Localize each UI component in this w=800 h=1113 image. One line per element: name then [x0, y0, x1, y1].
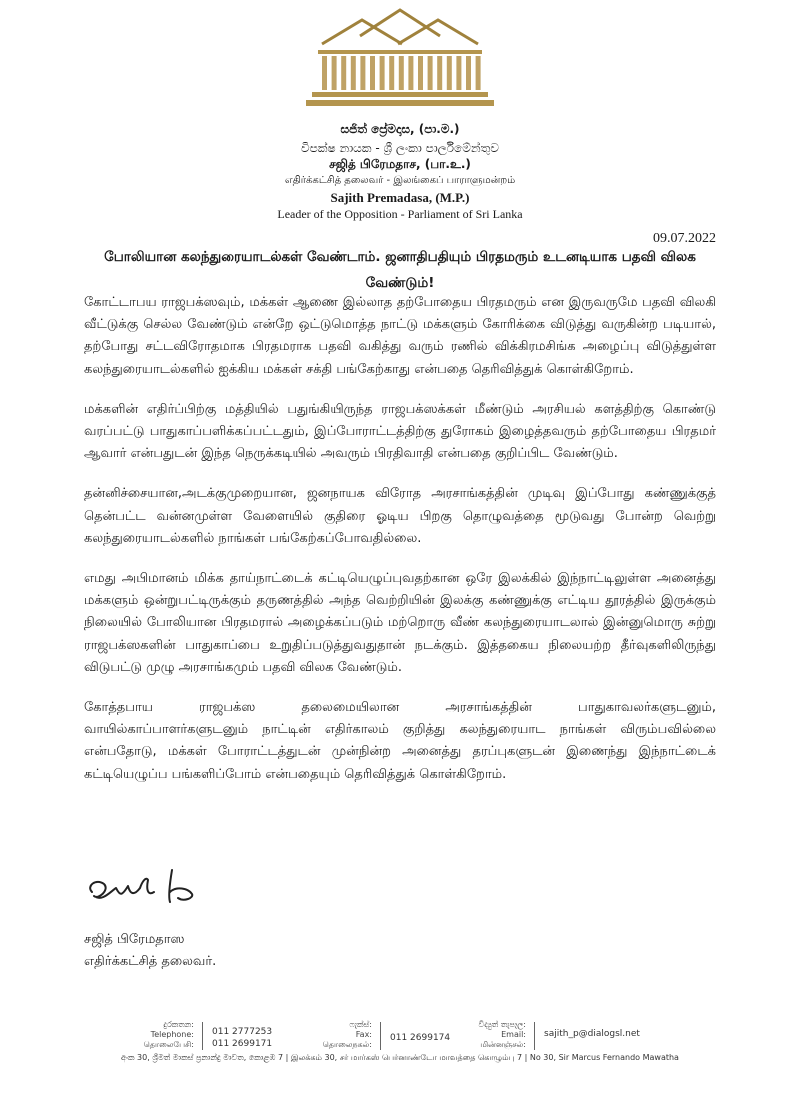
email-label-ta: மின்னஞ்சல்: [480, 1040, 526, 1049]
paragraph: மக்களின் எதிர்ப்பிற்கு மத்தியில் பதுங்கியிருந்த ராஜபக்ஸக்கள் மீண்டும் அரசியல் களத்திற்கு கொண்டு வரப்பட்டு பாதுகாப்பளிக்கப்பட்டதும், இப்போராட்டத்திற்கு துரோகம் இழைத்தவரும் தற்போதைய பிரதமர் ஆவார் என்பதுடன் இந்த நெருக்கடியில் அவரும் பிரதிவாதி என்பதை குறிப்பிட வேண்டும். [84, 401, 716, 462]
email-labels [452, 1020, 526, 1050]
fax-label-en: Fax: [355, 1030, 372, 1039]
fax-label-si: ෆැක්ස්: [349, 1020, 372, 1029]
fax-label-ta: தொலைநகல்: [322, 1040, 372, 1049]
handwritten-signature [84, 862, 244, 922]
telephone-values [212, 1026, 272, 1050]
statement-body [84, 292, 716, 804]
paragraph: தன்னிச்சையான,அடக்குமுறையான, ஜனநாயக விரோத அரசாங்கத்தின் முடிவு இப்போது கண்ணுக்குத் தென்பட்ட வன்னமுள்ள வேளையில் குதிரை ஓடிய பிறகு தொழுவத்தை மூடுவது போன்ற வெற்று கலந்துரையாடல்களில் நாங்கள் பங்கேற்கப்போவதில்லை. [84, 486, 716, 546]
office-address: අංක 30, ශ්‍රීමත් මාකස් ප්‍රනාන්දු මාවත, කොළඹ 7 | இலக்கம் 30, சர் மார்கஸ் பெர்னாண்டோ மாவத்தை கொழும்பு 7 | No 30, Sir Marcus Fernando Mawatha [121, 1053, 679, 1062]
parliament-building-icon [302, 6, 498, 110]
email-label-en: Email: [501, 1030, 526, 1039]
telephone-number: 011 2699171 [212, 1039, 273, 1049]
telephone-label-ta: தொலைபேசி: [143, 1040, 194, 1049]
email-label-si: විද්‍යුත් තැපෑල: [478, 1020, 526, 1029]
english-name: Sajith Premadasa, (M.P.) [330, 190, 470, 205]
signatory-name: சஜித் பிரேமதாஸ [84, 932, 185, 947]
letter-date: 09.07.2022 [653, 231, 716, 246]
paragraph: எமது அபிமானம் மிக்க தாய்நாட்டைக் கட்டியெழுப்புவதற்கான ஒரே இலக்கில் இந்நாட்டிலுள்ள அனைத்து மக்களும் ஒன்றுபட்டிருக்கும் தருணத்தில் அந்த வெற்றியின் இலக்கு கண்ணுக்கு எட்டிய தூரத்தில் இருக்கும் நிலையில் போலியான பிரதமரால் அழைக்கப்படும் மற்றொரு வீண் கலந்துரையாடலால் இன்னுமொரு சுற்று ராஜபக்ஸகளின் பாதுகாப்பை உறுதிப்படுத்துவதுதான் நடக்கும். இத்தகைய நிலையற்ற தீர்வுகளிலிருந்து விடுபட்டு முழு அரசாங்கமும் பதவி விலக வேண்டும். [84, 571, 716, 675]
english-title: Leader of the Opposition - Parliament of Sri Lanka [277, 207, 523, 221]
sinhala-title: විපක්ෂ නායක - ශ්‍රී ලංකා පාර්ලිමේන්තුව [301, 141, 499, 155]
telephone-label-si: දුරකතන: [163, 1020, 194, 1029]
divider [534, 1022, 535, 1050]
tamil-title: எதிர்க்கட்சித் தலைவர் - இலங்கைப் பாராளுமன்றம் [284, 175, 516, 186]
sinhala-name: සජිත් ප්‍රේමදාස, (පා.ම.) [340, 122, 460, 136]
divider [202, 1022, 203, 1050]
email-address: sajith_p@dialogsl.net [544, 1029, 640, 1039]
statement-title: போலியான கலந்துரையாடல்கள் வேண்டாம். ஜனாதிபதியும் பிரதமரும் உடனடியாக பதவி விலக வேண்டும்! [104, 249, 696, 291]
paragraph: கோட்டாபய ராஜபக்ஸவும், மக்கள் ஆணை இல்லாத தற்போதைய பிரதமரும் என இருவருமே பதவி விலகி வீட்டுக்கு செல்ல வேண்டும் என்றே ஒட்டுமொத்த நாட்டு மக்களும் கோரிக்கை விடுத்து வருகின்ற படியால், தற்போது சட்டவிரோதமாக பிரதமராக பதவி வகித்து வரும் ரணில் விக்கிரமசிங்க அழைப்பு விடுத்துள்ள கலந்துரையாடல்களில் ஐக்கிய மக்கள் சக்தி பங்கேற்காது என்பதை தெரிவித்துக் கொள்கிறோம். [84, 295, 716, 377]
paragraph: கோத்தபாய ராஜபக்ஸ தலைமையிலான அரசாங்கத்தின் பாதுகாவலர்களுடனும், வாயில்காப்பாளர்களுடனும் நாட்டின் எதிர்காலம் குறித்து கலந்துரையாட நாங்கள் விரும்பவில்லை என்பதோடு, மக்கள் போராட்டத்துடன் முன்நின்ற அனைத்து தரப்புகளுடன் இணைந்து இந்நாட்டைக் கட்டியெழுப்ப பங்களிப்போம் என்பதையும் தெரிவித்துக் கொள்கிறோம். [84, 700, 716, 782]
telephone-number: 011 2777253 [212, 1027, 273, 1037]
fax-labels [298, 1020, 372, 1050]
tamil-name: சஜித் பிரேமதாச, (பா.உ.) [329, 157, 471, 171]
signatory-position: எதிர்க்கட்சித் தலைவர். [84, 954, 217, 969]
telephone-labels [120, 1020, 194, 1050]
telephone-label-en: Telephone: [150, 1030, 194, 1039]
divider [380, 1022, 381, 1050]
fax-number: 011 2699174 [390, 1033, 451, 1043]
